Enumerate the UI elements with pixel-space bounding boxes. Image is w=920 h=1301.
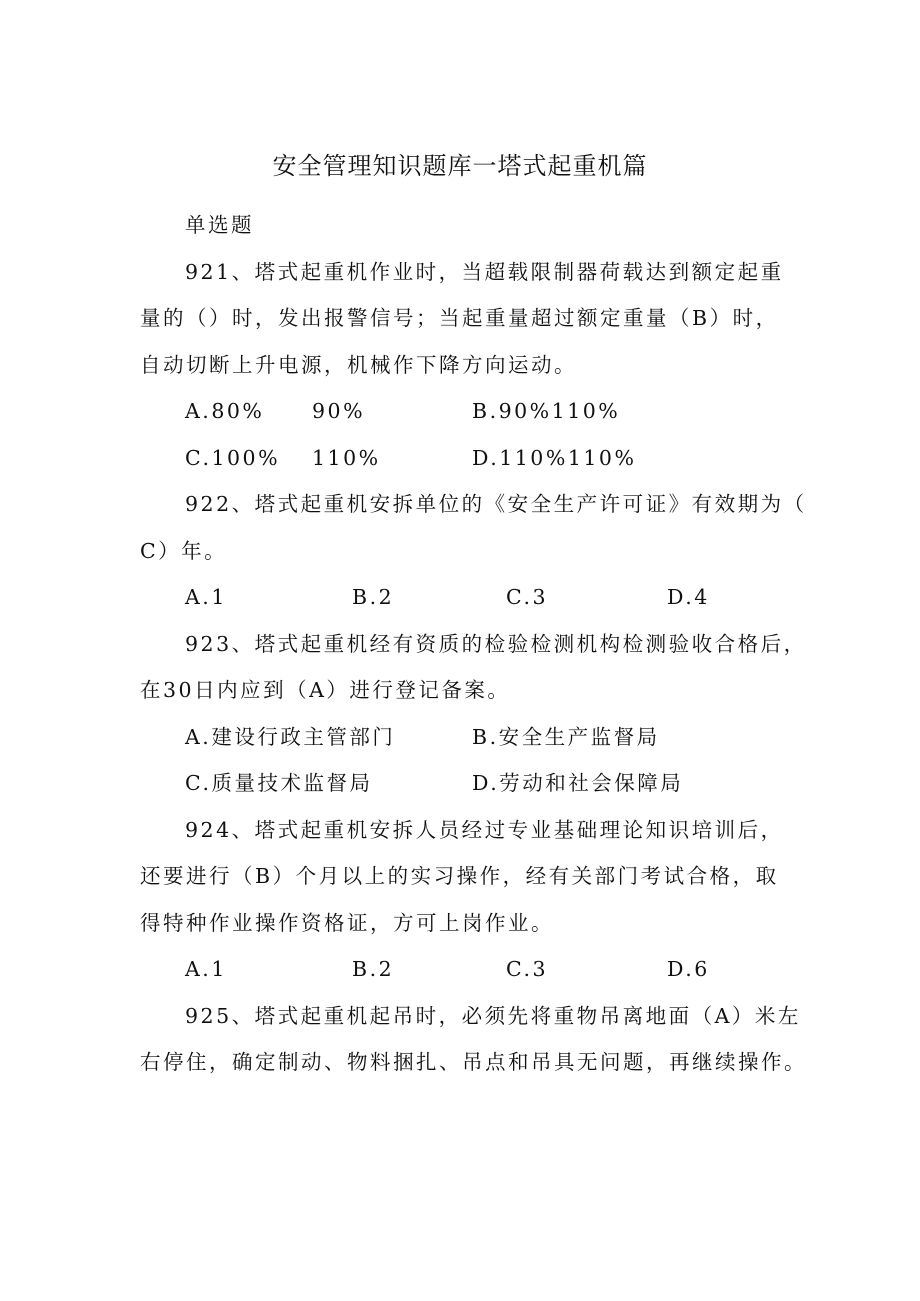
options-row	[140, 946, 790, 993]
page-title: 安全管理知识题库一塔式起重机篇	[272, 152, 648, 180]
question-text-line: 924、塔式起重机安拆人员经过专业基础理论知识培训后，	[185, 817, 784, 842]
option-a-value: 90%	[312, 399, 366, 423]
option-a: A.1	[185, 957, 227, 981]
option-b: B.安全生产监督局	[472, 724, 660, 749]
option-c: C.3	[506, 957, 549, 981]
option-d: D.110%110%	[472, 445, 637, 470]
options-row	[140, 714, 790, 761]
question-text-line: 量的（）时，发出报警信号；当起重量超过额定重量（B）时，	[140, 306, 779, 330]
section-heading: 单选题	[185, 213, 254, 237]
question-922	[140, 481, 807, 621]
question-925	[140, 993, 807, 1086]
question-text-line: 自动切断上升电源，机械作下降方向运动。	[140, 352, 577, 377]
option-a: A.80%	[185, 399, 265, 423]
option-d: D.4	[667, 585, 710, 609]
option-a: A.1	[185, 585, 227, 609]
question-text-line: 922、塔式起重机安拆单位的《安全生产许可证》有效期为（	[185, 492, 807, 516]
option-b: B.90%110%	[472, 399, 621, 423]
question-921	[140, 249, 790, 482]
option-c: C.3	[506, 585, 549, 609]
options-row	[140, 760, 790, 807]
question-text-line: 右停住，确定制动、物料捆扎、吊点和吊具无问题，再继续操作。	[140, 1050, 807, 1074]
options-row	[140, 435, 790, 482]
option-c: C.质量技术监督局	[185, 771, 373, 795]
question-924	[140, 807, 790, 993]
options-row	[140, 574, 790, 621]
question-text-line: 还要进行（B）个月以上的实习操作，经有关部门考试合格，取	[140, 864, 779, 888]
option-c: C.100%	[185, 445, 281, 470]
options-row	[140, 388, 790, 435]
question-list	[140, 202, 807, 1086]
option-a: A.建设行政主管部门	[185, 724, 396, 749]
question-text-line: C）年。	[140, 538, 228, 563]
question-923	[140, 621, 807, 807]
question-text-line: 在30日内应到（A）进行登记备案。	[140, 678, 511, 702]
option-d: D.劳动和社会保障局	[472, 771, 684, 795]
option-b: B.2	[352, 585, 395, 609]
question-text-line: 得特种作业操作资格证，方可上岗作业。	[140, 910, 554, 935]
question-text-line: 925、塔式起重机起吊时，必须先将重物吊离地面（A）米左	[185, 1003, 801, 1028]
option-d: D.6	[667, 957, 710, 981]
question-text-line: 923、塔式起重机经有资质的检验检测机构检测验收合格后，	[185, 631, 807, 656]
option-b: B.2	[352, 957, 395, 981]
option-c-value: 110%	[312, 445, 381, 470]
question-text-line: 921、塔式起重机作业时，当超载限制器荷载达到额定起重	[185, 259, 784, 284]
